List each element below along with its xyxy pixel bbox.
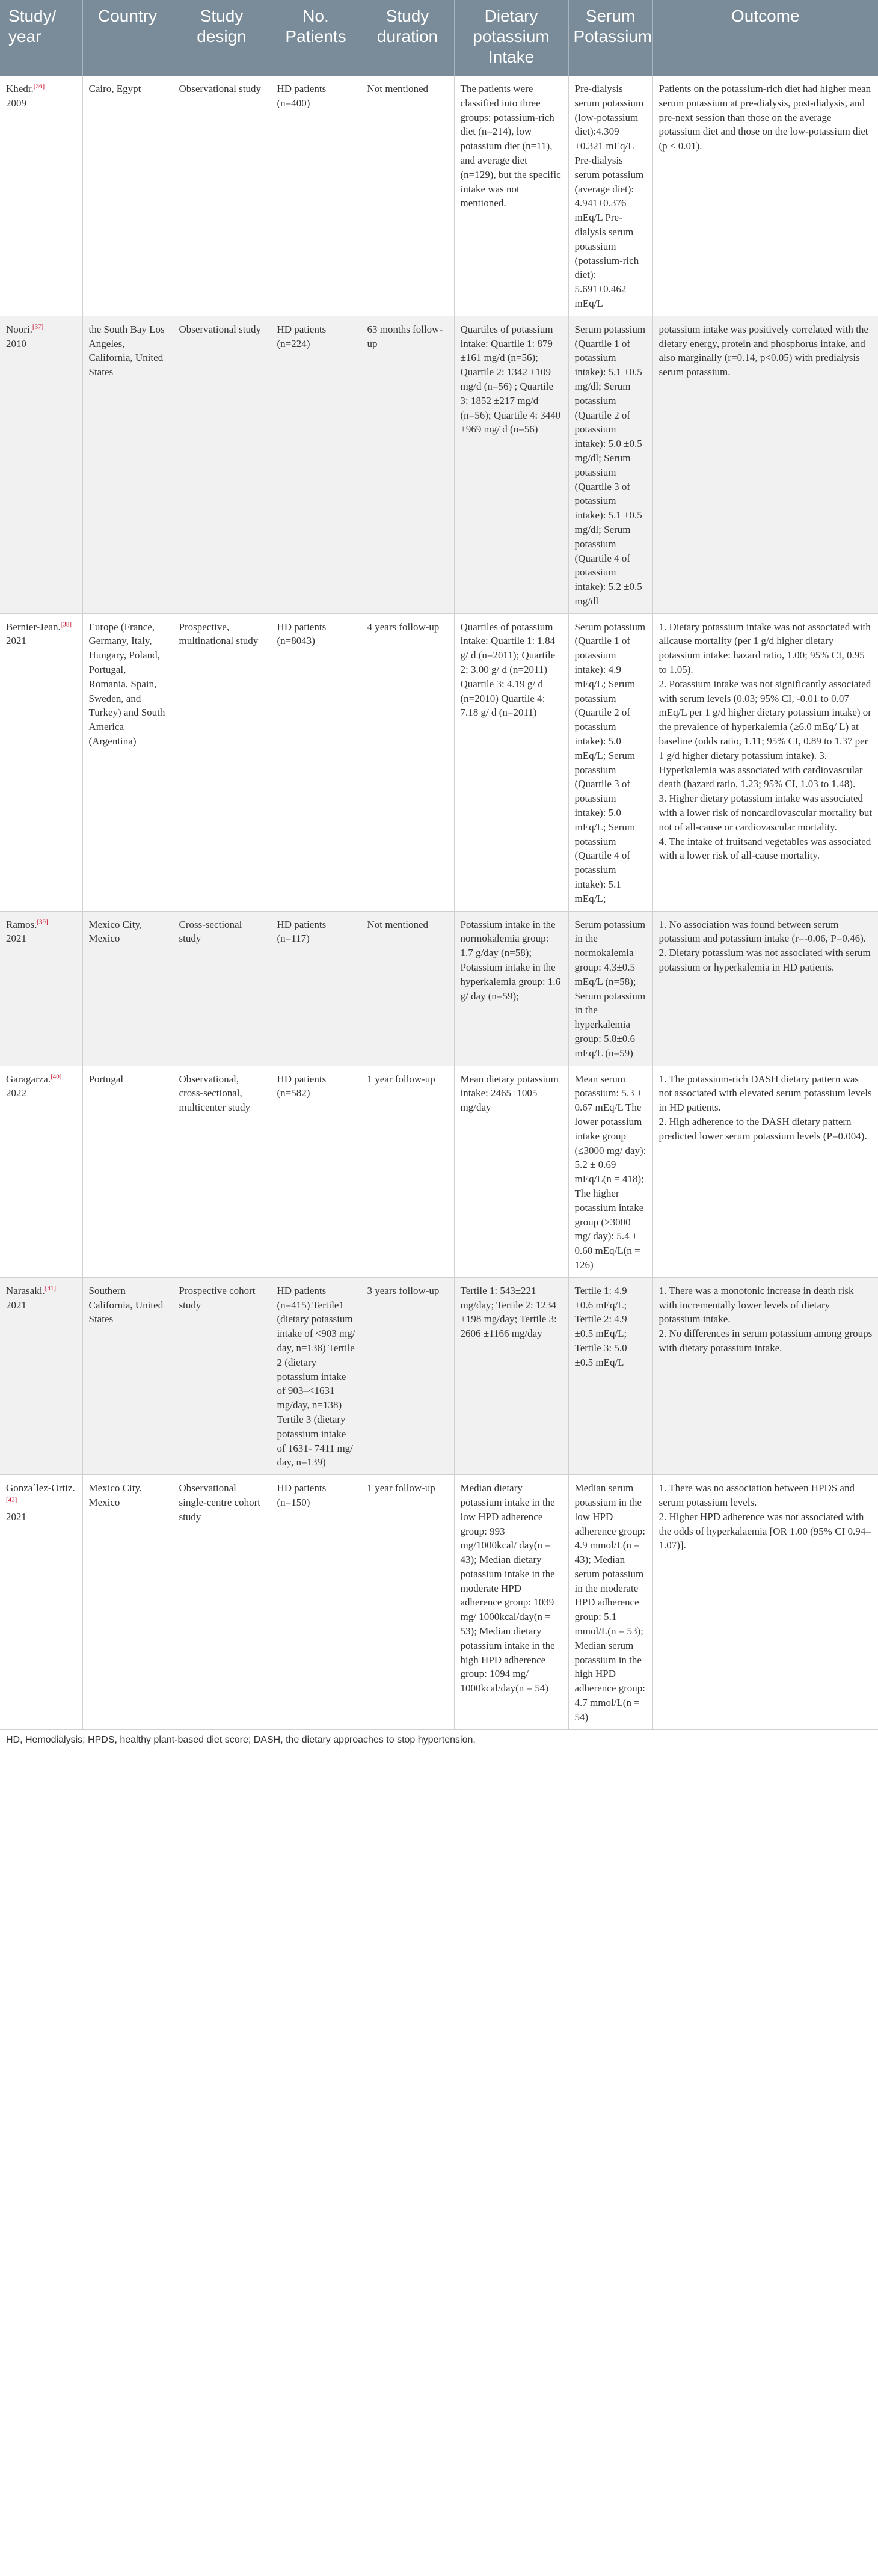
column-header-line: duration — [376, 27, 438, 46]
cell-serum-potassium: Median serum potassium in the low HPD adherence group: 4.9 mmol/L(n = 43); Median serum potassium in the moderate HPD adherence group: 5.1 mmol/L(n = 53); Median serum potassium in the high HPD adherence group: 4.7 mmol/L(n = 54) — [568, 1475, 652, 1730]
cell-outcome — [652, 1277, 878, 1474]
outcome-item: 2. Higher HPD adherence was not associated with the odds of hyperkalaemia [OR 1.00 (95% CI 0.94– 1.07)]. — [658, 1510, 871, 1551]
cell-outcome — [652, 1066, 878, 1277]
table-row — [0, 1475, 878, 1730]
cell-country: Mexico City, Mexico — [82, 911, 173, 1066]
reference-link[interactable]: [40] — [51, 1072, 62, 1080]
cell-no-patients: HD patients (n=224) — [271, 316, 361, 613]
cell-study-duration: 4 years follow-up — [361, 613, 454, 911]
cell-study-duration: 1 year follow-up — [361, 1066, 454, 1277]
cell-study-year — [0, 613, 82, 911]
outcome-item: 2. No differences in serum potassium among groups with dietary potassium intake. — [658, 1328, 873, 1354]
reference-link[interactable]: [38] — [60, 621, 72, 628]
cell-serum-potassium: Serum potassium (Quartile 1 of potassium intake): 5.1 ±0.5 mg/dl; Serum potassium (Quartile 2 of potassium intake): 5.0 ±0.5 mg/dl; Serum potassium (Quartile 3 of potassium intake): 5.1 ±0.5 mg/dl; Serum potassium (Quartile 4 of potassium intake): 5.2 ±0.5 mg/dl — [568, 316, 652, 613]
study-year: 2022 — [6, 1087, 26, 1099]
column-header-study-year — [0, 0, 82, 76]
cell-serum-potassium: Serum potassium in the normokalemia group: 4.3±0.5 mEq/L (n=58); Serum potassium in the hyperkalemia group: 5.8±0.6 mEq/L (n=59) — [568, 911, 652, 1066]
outcome-item: potassium intake was positively correlated with the dietary energy, protein and phosphorus intake, and also marginally (r=0.14, p<0.05) with predialysis serum potassium. — [658, 323, 868, 378]
cell-no-patients: HD patients (n=415) Tertile1 (dietary potassium intake of <903 mg/ day, n=138) Tertile 2 (dietary potassium intake of 903–<1631 mg/day, n=138) Tertile 3 (dietary potassium intake of 1631- 7411 mg/ day, n=139) — [271, 1277, 361, 1474]
study-year: 2021 — [6, 635, 26, 647]
cell-country: Portugal — [82, 1066, 173, 1277]
reference-link[interactable]: [42] — [6, 1496, 17, 1504]
column-header-line: Serum — [585, 7, 636, 25]
cell-study-year — [0, 1277, 82, 1474]
cell-serum-potassium: Tertile 1: 4.9 ±0.6 mEq/L; Tertile 2: 4.9 ±0.5 mEq/L; Tertile 3: 5.0 ±0.5 mEq/L — [568, 1277, 652, 1474]
outcome-item: 3. Higher dietary potassium intake was associated with a lower risk of noncardiovascular mortality but not of all-cause or cardiovascular mortality. — [658, 793, 873, 833]
column-header-line: Study — [200, 7, 244, 25]
cell-country: Southern California, United States — [82, 1277, 173, 1474]
cell-no-patients: HD patients (n=582) — [271, 1066, 361, 1277]
study-year: 2010 — [6, 337, 26, 349]
outcome-item: 1. The potassium-rich DASH dietary pattern was not associated with elevated serum potassium levels in HD patients. — [658, 1073, 872, 1114]
table-row — [0, 1277, 878, 1474]
cell-serum-potassium: Pre-dialysis serum potassium (low-potassium diet):4.309 ±0.321 mEq/L Pre-dialysis serum potassium (average diet): 4.941±0.376 mEq/L Pre-dialysis serum potassium (potassium-rich diet): 5.691±0.462 mEq/L — [568, 76, 652, 316]
cell-no-patients: HD patients (n=400) — [271, 76, 361, 316]
table-row — [0, 316, 878, 613]
cell-study-duration: Not mentioned — [361, 76, 454, 316]
outcome-item: 1. No association was found between serum potassium and potassium intake (r=-0.06, P=0.46). — [658, 918, 866, 945]
cell-serum-potassium: Mean serum potassium: 5.3 ± 0.67 mEq/L The lower potassium intake group (≤3000 mg/ day): 5.2 ± 0.69 mEq/L(n = 418); The higher potassium intake group (>3000 mg/ day): 5.4 ± 0.60 mEq/L(n = 126) — [568, 1066, 652, 1277]
outcome-item: 1. There was no association between HPDS and serum potassium levels. — [658, 1482, 855, 1508]
column-header-serum-potassium — [568, 0, 652, 76]
column-header-line: No. — [302, 7, 329, 25]
study-author: Narasaki. — [6, 1284, 45, 1296]
reference-link[interactable]: [37] — [32, 323, 44, 331]
cell-dietary-potassium-intake: Tertile 1: 543±221 mg/day; Tertile 2: 1234 ±198 mg/day; Tertile 3: 2606 ±1166 mg/day — [454, 1277, 568, 1474]
cell-no-patients: HD patients (n=8043) — [271, 613, 361, 911]
table-row — [0, 1066, 878, 1277]
study-author: Ramos. — [6, 918, 37, 930]
cell-study-year — [0, 1066, 82, 1277]
cell-country: Mexico City, Mexico — [82, 1475, 173, 1730]
column-header-outcome — [652, 0, 878, 76]
table-header — [0, 0, 878, 76]
cell-country: the South Bay Los Angeles, California, United States — [82, 316, 173, 613]
cell-study-duration: 63 months follow-up — [361, 316, 454, 613]
cell-study-design: Observational study — [173, 316, 271, 613]
column-header-line: potassium — [473, 27, 550, 46]
study-year: 2021 — [6, 933, 26, 945]
column-header-line: Study/ — [8, 7, 57, 25]
cell-outcome — [652, 911, 878, 1066]
table-row — [0, 911, 878, 1066]
study-year: 2021 — [6, 1299, 26, 1311]
table-row — [0, 613, 878, 911]
column-header-line: Dietary — [484, 7, 538, 25]
outcome-item: Patients on the potassium-rich diet had higher mean serum potassium at pre-dialysis, post-dialysis, and pre-next session than those on the average potassium diet and those on the low-potassium diet (p < 0.01). — [658, 83, 871, 152]
study-year: 2009 — [6, 97, 26, 109]
cell-study-year — [0, 76, 82, 316]
column-header-line: Outcome — [731, 7, 800, 25]
study-author: Bernier-Jean. — [6, 621, 61, 633]
outcome-item: 1. There was a monotonic increase in death risk with incrementally lower levels of dietary potassium intake. — [658, 1284, 854, 1325]
outcome-item: 2. Potassium intake was not significantly associated with serum levels (0.03; 95% CI, -0.01 to 0.07 mEq/L per 1 g/d higher dietary potassium intake) or the prevalence of hyperkalemia (≥6.0 mEq/ L) at baseline (odds ratio, 1.11; 95% CI, 0.89 to 1.37 per 1 g/d higher dietary potassium intake). 3. Hyperkalemia was associated with cardiovascular death (hazard ratio, 1.23; 95% CI, 1.03 to 1.48). — [658, 678, 871, 790]
column-header-line: Country — [97, 7, 158, 25]
cell-study-year — [0, 1475, 82, 1730]
outcome-item: 4. The intake of fruitsand vegetables was associated with a lower risk of all-cause mortality. — [658, 835, 871, 862]
cell-study-design: Observational single-centre cohort study — [173, 1475, 271, 1730]
cell-country: Cairo, Egypt — [82, 76, 173, 316]
column-header-study-duration — [361, 0, 454, 76]
column-header-line: Patients — [285, 27, 346, 46]
cell-outcome — [652, 613, 878, 911]
outcome-item: 1. Dietary potassium intake was not associated with allcause mortality (per 1 g/d higher dietary potassium intake: hazard ratio, 1.00; 95% CI, 0.95 to 1.05). — [658, 621, 871, 676]
outcome-item: 2. High adherence to the DASH dietary pattern predicted lower serum potassium levels (P=0.004). — [658, 1115, 867, 1142]
cell-study-duration: 3 years follow-up — [361, 1277, 454, 1474]
table-body — [0, 76, 878, 1729]
study-author: Khedr. — [6, 83, 34, 94]
study-author: Noori. — [6, 323, 32, 335]
study-year: 2021 — [6, 1510, 26, 1523]
cell-dietary-potassium-intake: Quartiles of potassium intake: Quartile 1: 1.84 g/ d (n=2011); Quartile 2: 3.00 g/ d (n=2011) Quartile 3: 4.19 g/ d (n=2010) Quartile 4: 7.18 g/ d (n=2011) — [454, 613, 568, 911]
column-header-no-patients — [271, 0, 361, 76]
table-row — [0, 76, 878, 316]
table-footnote: HD, Hemodialysis; HPDS, healthy plant-based diet score; DASH, the dietary approaches to stop hypertension. — [6, 1734, 476, 1745]
cell-study-design: Observational study — [173, 76, 271, 316]
cell-outcome — [652, 76, 878, 316]
reference-link[interactable]: [36] — [33, 82, 45, 90]
cell-dietary-potassium-intake: The patients were classified into three groups: potassium-rich diet (n=214), low potassium diet (n=11), and average diet (n=129), but the specific intake was not mentioned. — [454, 76, 568, 316]
reference-link[interactable]: [39] — [37, 918, 48, 925]
cell-no-patients: HD patients (n=117) — [271, 911, 361, 1066]
column-header-line: design — [197, 27, 247, 46]
header-row — [0, 0, 878, 76]
cell-outcome — [652, 1475, 878, 1730]
cell-dietary-potassium-intake: Potassium intake in the normokalemia group: 1.7 g/day (n=58); Potassium intake in the hyperkalemia group: 1.6 g/ day (n=59); — [454, 911, 568, 1066]
column-header-line: Study — [385, 7, 429, 25]
column-header-line: Intake — [488, 48, 535, 66]
reference-link[interactable]: [41] — [45, 1284, 56, 1292]
column-header-line: year — [8, 27, 41, 46]
cell-study-design: Prospective cohort study — [173, 1277, 271, 1474]
cell-study-duration: 1 year follow-up — [361, 1475, 454, 1730]
column-header-study-design — [173, 0, 271, 76]
cell-study-duration: Not mentioned — [361, 911, 454, 1066]
cell-study-design: Cross-sectional study — [173, 911, 271, 1066]
cell-study-design: Prospective, multinational study — [173, 613, 271, 911]
outcome-item: 2. Dietary potassium was not associated with serum potassium or hyperkalemia in HD patients. — [658, 947, 871, 974]
cell-outcome — [652, 316, 878, 613]
study-author: Gonza´lez-Ortiz. — [6, 1482, 75, 1494]
cell-study-design: Observational, cross-sectional, multicenter study — [173, 1066, 271, 1277]
cell-no-patients: HD patients (n=150) — [271, 1475, 361, 1730]
column-header-dietary-potassium-intake — [454, 0, 568, 76]
column-header-country — [82, 0, 173, 76]
cell-study-year — [0, 316, 82, 613]
column-header-line: Potassium — [573, 27, 652, 46]
cell-serum-potassium: Serum potassium (Quartile 1 of potassium intake): 4.9 mEq/L; Serum potassium (Quartile 2 of potassium intake): 5.0 mEq/L; Serum potassium (Quartile 3 of potassium intake): 5.0 mEq/L; Serum potassium (Quartile 4 of potassium intake): 5.1 mEq/L; — [568, 613, 652, 911]
cell-country: Europe (France, Germany, Italy, Hungary, Poland, Portugal, Romania, Spain, Sweden, and Turkey) and South America (Argentina) — [82, 613, 173, 911]
study-author: Garagarza. — [6, 1073, 51, 1085]
cell-study-year — [0, 911, 82, 1066]
cell-dietary-potassium-intake: Mean dietary potassium intake: 2465±1005 mg/day — [454, 1066, 568, 1277]
cell-dietary-potassium-intake: Quartiles of potassium intake: Quartile 1: 879 ±161 mg/d (n=56); Quartile 2: 1342 ±109 mg/d (n=56) ; Quartile 3: 1852 ±217 mg/d (n=56); Quartile 4: 3440 ±969 mg/ d (n=56) — [454, 316, 568, 613]
cell-dietary-potassium-intake: Median dietary potassium intake in the low HPD adherence group: 993 mg/1000kcal/ day(n = 43); Median dietary potassium intake in the moderate HPD adherence group: 1039 mg/ 1000kcal/day(n = 53); Median dietary potassium intake in the high HPD adherence group: 1094 mg/ 1000kcal/day(n = 54) — [454, 1475, 568, 1730]
